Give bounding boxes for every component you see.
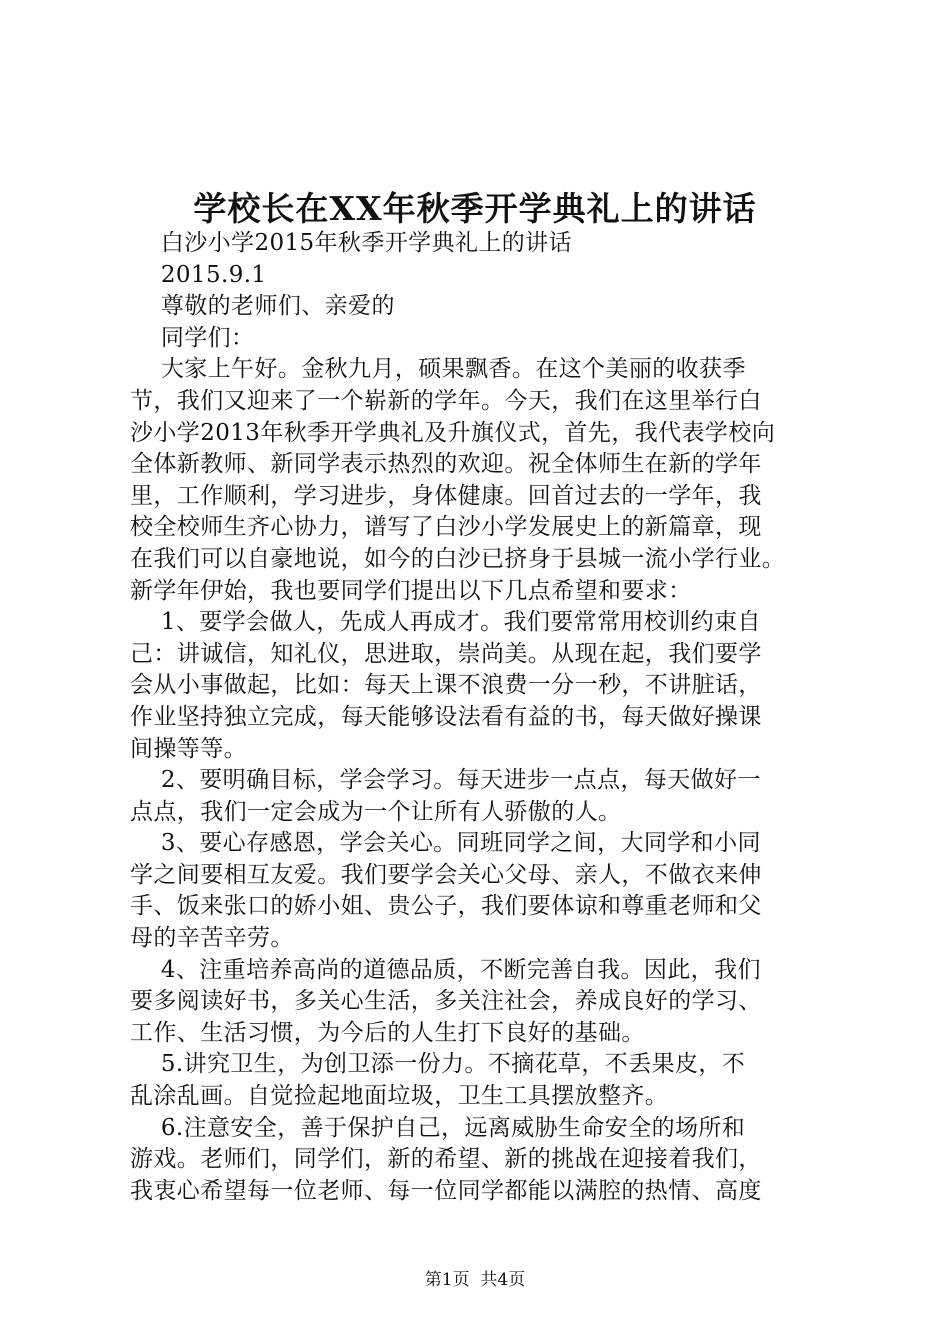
body-line: 我衷心希望每一位老师、每一位同学都能以满腔的热情、高度 (130, 1177, 762, 1204)
body-line: 游戏。老师们，同学们，新的希望、新的挑战在迎接着我们， (130, 1146, 762, 1173)
body-line: 1、要学会做人，先成人再成才。我们要常常用校训约束自 (130, 609, 761, 636)
body-line: 作业坚持独立完成，每天能够设法看有益的书，每天做好操课 (130, 703, 762, 730)
body-line: 节，我们又迎来了一个崭新的学年。今天，我们在这里举行白 (130, 387, 762, 414)
body-line: 新学年伊始，我也要同学们提出以下几点希望和要求： (130, 577, 692, 604)
body-line: 沙小学2013年秋季开学典礼及升旗仪式，首先，我代表学校向 (130, 419, 776, 446)
body-line: 学之间要相互友爱。我们要学会关心父母、亲人，不做衣来伸 (130, 861, 762, 888)
page-title: 学校长在XX年秋季开学典礼上的讲话 (193, 189, 757, 228)
body-line: 在我们可以自豪地说，如今的白沙已挤身于县城一流小学行业。 (130, 545, 786, 572)
body-line: 4、注重培养高尚的道德品质，不断完善自我。因此，我们 (130, 956, 761, 983)
body-line: 6.注意安全，善于保护自己，远离威胁生命安全的场所和 (130, 1114, 746, 1141)
body-line: 点点，我们一定会成为一个让所有人骄傲的人。 (130, 798, 622, 825)
body-line: 2、要明确目标，学会学习。每天进步一点点，每天做好一 (130, 767, 761, 794)
document-body (130, 228, 840, 1207)
body-line: 乱涂乱画。自觉捡起地面垃圾，卫生工具摆放整齐。 (130, 1083, 669, 1110)
body-line: 会从小事做起，比如：每天上课不浪费一分一秒，不讲脏话， (130, 672, 762, 699)
page-footer: 第1页 共4页 (424, 1270, 526, 1290)
body-line: 己：讲诚信，知礼仪，思进取，崇尚美。从现在起，我们要学 (130, 640, 762, 667)
body-line: 要多阅读好书，多关心生活，多关注社会，养成良好的学习、 (130, 988, 762, 1015)
body-line: 全体新教师、新同学表示热烈的欢迎。祝全体师生在新的学年 (130, 451, 762, 478)
body-line: 校全校师生齐心协力，谱写了白沙小学发展史上的新篇章，现 (130, 514, 762, 541)
body-line: 母的辛苦辛劳。 (130, 925, 294, 952)
body-line: 白沙小学2015年秋季开学典礼上的讲话 (130, 230, 572, 256)
body-line: 间操等等。 (130, 735, 247, 762)
body-line: 2015.9.1 (130, 261, 267, 288)
body-line: 同学们： (130, 324, 255, 351)
body-line: 里，工作顺利，学习进步，身体健康。回首过去的一学年，我 (130, 482, 762, 509)
body-line: 5.讲究卫生，为创卫添一份力。不摘花草，不丢果皮，不 (130, 1051, 746, 1078)
body-line: 手、饭来张口的娇小姐、贵公子，我们要体谅和尊重老师和父 (130, 893, 762, 920)
body-line: 3、要心存感恩，学会关心。同班同学之间，大同学和小同 (130, 830, 761, 857)
body-line: 大家上午好。金秋九月，硕果飘香。在这个美丽的收获季 (130, 356, 746, 383)
body-line: 尊敬的老师们、亲爱的 (130, 293, 395, 320)
body-line: 工作、生活习惯，为今后的人生打下良好的基础。 (130, 1019, 645, 1046)
